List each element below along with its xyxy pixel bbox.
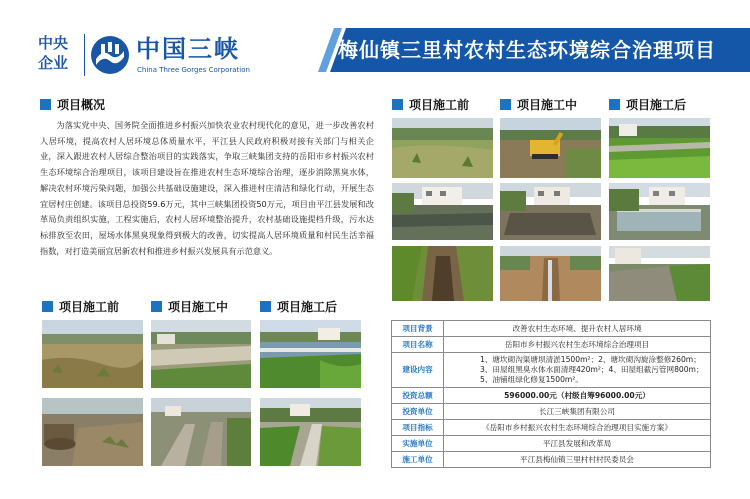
right-after-heading xyxy=(609,96,686,112)
photo-left-after-2 xyxy=(260,398,361,466)
table-row xyxy=(392,337,711,353)
photo-right-before-1 xyxy=(392,118,493,178)
construction-line-3: 5、油铺组绿化修复1500m²。 xyxy=(480,375,583,384)
overview-text: 为落实党中央、国务院全面推进乡村振兴加快农业农村现代化的意见，进一步改善农村人居环境，提高农村人居环境总体质量水平，平江县人民政府积极对接有关部门与相关企业，深入跟进农村人居综合整治项目的实践落实，争取三峡集团支持的岳阳市乡村振兴农村生态环境综合治理项目，该项目建设旨在推进农村生态环境综合治理，逐步消除黑臭水体，解决农村环境污染问题，加强公共基础设施建设，深入推进村庄清洁和绿化行动，开展生态宜居村庄创建。该项目总投资59.6万元，其中三峡集团投资50万元，项目由平江县发展和改革局负责组织实施，工程实施后，农村人居环境整治提升，农村基础设施提档升级，污水达标排放至农田，屋场水体黑臭现象得到极大的改善，切实提高人居环境质量和村民生活幸福指数，对打造美丽宜居新农村和推进乡村振兴发展具有示范意义。 xyxy=(40,120,374,256)
right-before-heading xyxy=(392,96,469,112)
heading-square-icon xyxy=(500,99,511,110)
table-key: 投资总额 xyxy=(392,388,444,404)
table-value: 平江县发展和改革局 xyxy=(444,436,711,452)
left-after-label: 项目施工后 xyxy=(277,299,338,314)
table-value: 《岳阳市乡村振兴农村生态环境综合治理项目实施方案》 xyxy=(444,420,711,436)
right-before-label: 项目施工前 xyxy=(409,97,470,112)
table-row xyxy=(392,452,711,468)
left-after-heading xyxy=(260,298,337,314)
photo-left-during-1 xyxy=(151,320,251,388)
photo-right-before-2 xyxy=(392,183,493,240)
table-value: 平江县梅仙镇三里村村村民委员会 xyxy=(444,452,711,468)
table-key: 建设内容 xyxy=(392,353,444,388)
soe-line2: 企业 xyxy=(37,54,68,72)
photo-right-before-3 xyxy=(392,246,493,301)
ctg-logo-icon xyxy=(89,34,131,76)
heading-square-icon xyxy=(260,301,271,312)
heading-square-icon xyxy=(392,99,403,110)
table-row xyxy=(392,388,711,404)
photo-right-during-3 xyxy=(500,246,601,301)
table-value: 596000.00元（村级自筹96000.00元） xyxy=(444,388,711,404)
heading-square-icon xyxy=(609,99,620,110)
header-divider xyxy=(84,34,85,76)
overview-heading-label: 项目概况 xyxy=(57,97,106,112)
project-info-table xyxy=(391,320,711,468)
left-before-heading xyxy=(42,298,119,314)
company-name-en: China Three Gorges Corporation xyxy=(137,66,250,74)
left-during-label: 项目施工中 xyxy=(168,299,229,314)
table-key: 投资单位 xyxy=(392,404,444,420)
left-before-label: 项目施工前 xyxy=(59,299,120,314)
table-key: 项目背景 xyxy=(392,321,444,337)
table-value: 岳阳市乡村振兴农村生态环境综合治理项目 xyxy=(444,337,711,353)
soe-line1: 中央 xyxy=(37,34,68,52)
photo-right-after-3 xyxy=(609,246,710,301)
table-row xyxy=(392,321,711,337)
table-value: 改善农村生态环境、提升农村人居环境 xyxy=(444,321,711,337)
photo-left-during-2 xyxy=(151,398,251,466)
heading-square-icon xyxy=(42,301,53,312)
table-row xyxy=(392,404,711,420)
table-key: 项目名称 xyxy=(392,337,444,353)
right-during-label: 项目施工中 xyxy=(517,97,578,112)
table-row xyxy=(392,353,711,388)
photo-left-before-1 xyxy=(42,320,143,388)
page-title: 梅仙镇三里村农村生态环境综合治理项目 xyxy=(338,38,716,62)
right-after-label: 项目施工后 xyxy=(626,97,687,112)
photo-left-after-1 xyxy=(260,320,361,388)
soe-badge xyxy=(26,33,80,73)
photo-right-during-1 xyxy=(500,118,601,178)
left-during-heading xyxy=(151,298,228,314)
table-key: 施工单位 xyxy=(392,452,444,468)
table-row xyxy=(392,420,711,436)
construction-line-1: 1、塘坎砌沟渠塘坝清淤1500m²；2、塘坎砌沟旋涂整修260m； xyxy=(480,355,701,364)
photo-right-during-2 xyxy=(500,183,601,240)
overview-heading xyxy=(40,96,105,112)
right-during-heading xyxy=(500,96,577,112)
table-value-multiline xyxy=(444,353,711,388)
construction-line-2: 3、田屋组黑臭水体水面清理420m²；4、田屋组截污管网800m； xyxy=(480,365,704,374)
table-key: 实施单位 xyxy=(392,436,444,452)
heading-square-icon xyxy=(151,301,162,312)
photo-right-after-1 xyxy=(609,118,710,178)
company-name-cn: 中国三峡 xyxy=(136,35,240,63)
table-key: 项目指标 xyxy=(392,420,444,436)
photo-right-after-2 xyxy=(609,183,710,240)
page-header xyxy=(0,0,750,84)
heading-square-icon xyxy=(40,99,51,110)
photo-left-before-2 xyxy=(42,398,143,466)
table-row xyxy=(392,436,711,452)
table-value: 长江三峡集团有限公司 xyxy=(444,404,711,420)
